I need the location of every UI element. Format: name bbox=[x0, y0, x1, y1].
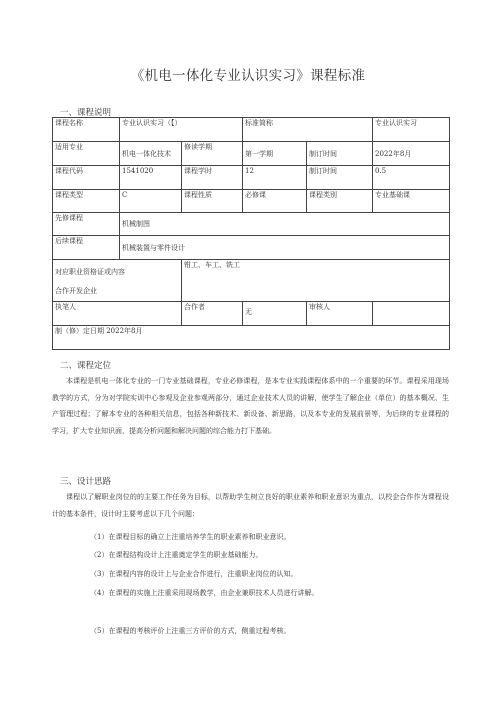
table-cell: 专业认识实习 bbox=[373, 118, 450, 142]
table-cell: 12 bbox=[243, 166, 307, 190]
table-cell: 课程性质 bbox=[182, 190, 243, 213]
section-heading-design-approach: 三、设计思路 bbox=[60, 477, 112, 487]
table-cell: 机械制图 bbox=[120, 213, 450, 236]
table-row bbox=[53, 326, 450, 350]
table-row bbox=[53, 213, 450, 236]
paragraph: 课程以了解职业岗位的的主要工作任务为目标，以帮助学生树立良好的职业素养和职业意识为重点，以校企合作作为课程设计的基本条件，设计时主要考虑以下几个问题： bbox=[52, 493, 449, 518]
table-cell: 课程类型 bbox=[53, 190, 120, 213]
table-cell: 课程名称 bbox=[53, 118, 120, 142]
table-cell: 适用专业 bbox=[53, 142, 120, 166]
table-row bbox=[53, 118, 450, 142]
paragraph: 本课程是机电一体化专业的一门专业基础课程，专业必修课程，是本专业实践课程体系中的一个重要的环节。课程采用现场教学的方式，分为对学院实训中心参观及企业参观两部分，通过企业技术人员的讲解，使学生了解企业（单位）的基本概况、生产管理过程；了解本专业的各种相关信息，包括各种新技术、新设备、新思路，以及本专业的发展前景等，为后续的专业课程的学习，扩大专业知识面，提高分析问题和解决问题的综合能力打下基础。 bbox=[52, 377, 449, 435]
table-cell-label: 对应职业资格证或内容 bbox=[55, 268, 125, 276]
table-cell: C bbox=[120, 190, 182, 213]
table-cell: 专业基础课 bbox=[373, 190, 450, 213]
table-row bbox=[53, 190, 450, 213]
table-cell: 制（修）定日期 2022年8月 bbox=[53, 326, 450, 350]
table-cell-label: 合作开发企业 bbox=[55, 287, 97, 295]
list-item: （3）在课程内容的设计上与企业合作进行，注重职业岗位的认知。 bbox=[90, 570, 298, 578]
table-cell: 机电一体化技术 bbox=[120, 142, 182, 166]
table-cell: 2022年8月 bbox=[373, 142, 450, 166]
table-cell: 后续课程 bbox=[53, 236, 120, 260]
course-info-table bbox=[52, 117, 450, 350]
table-cell: 机械装置与零件设计 bbox=[120, 236, 450, 260]
table-cell: 修读学期 bbox=[182, 142, 243, 166]
list-item: （5）在课程的考核评价上注重三方评价的方式，侧重过程考核。 bbox=[90, 627, 291, 635]
table-cell: 合作者 bbox=[182, 302, 243, 326]
table-cell: 标准简称 bbox=[243, 118, 373, 142]
table-cell bbox=[373, 302, 450, 326]
list-item: （2）在课程结构设计上注重奠定学生的职业基础能力。 bbox=[90, 551, 263, 559]
list-item: （4）在课程的实施上注重采用现场教学，由企业兼职技术人员进行讲解。 bbox=[90, 589, 319, 597]
table-cell: 执笔人 bbox=[53, 302, 182, 326]
table-cell: 钳工、车工、铣工 bbox=[182, 260, 450, 302]
table-cell: 第一学期 bbox=[243, 142, 307, 166]
table-row bbox=[53, 166, 450, 190]
section-heading-course-description: 一、课程说明 bbox=[60, 108, 112, 118]
table-cell: 课程类别 bbox=[307, 190, 373, 213]
table-cell bbox=[53, 260, 182, 302]
table-cell: 审核人 bbox=[307, 302, 373, 326]
page-title: 《机电一体化专业认识实习》课程标准 bbox=[130, 68, 366, 84]
table-cell: 先修课程 bbox=[53, 213, 120, 236]
table-cell: 专业认识实习（【） bbox=[120, 118, 243, 142]
table-row bbox=[53, 142, 450, 166]
table-cell: 课程学时 bbox=[182, 166, 243, 190]
table-cell: 制订时间 bbox=[307, 142, 373, 166]
table-row bbox=[53, 260, 450, 302]
list-item: （1）在课程目标的确立上注重培养学生的职业素养和职业意识。 bbox=[90, 533, 291, 541]
table-row bbox=[53, 236, 450, 260]
section-heading-course-positioning: 二、课程定位 bbox=[60, 361, 112, 371]
table-cell: 制订时间 bbox=[307, 166, 373, 190]
table-cell: 必修课 bbox=[243, 190, 307, 213]
table-cell: 1541020 bbox=[120, 166, 182, 190]
table-cell: 无 bbox=[243, 302, 307, 326]
table-row bbox=[53, 302, 450, 326]
table-cell: 0.5 bbox=[373, 166, 450, 190]
table-cell: 课程代码 bbox=[53, 166, 120, 190]
